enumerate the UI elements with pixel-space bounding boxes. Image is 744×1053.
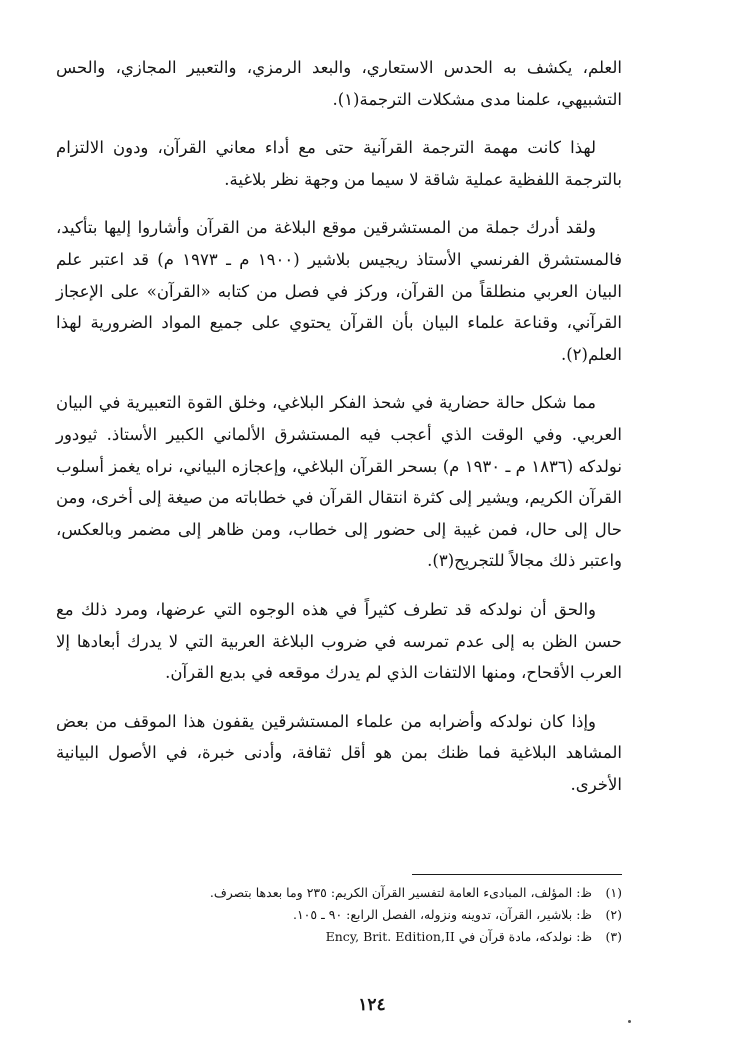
footnote-number: (٢) xyxy=(605,907,622,922)
footnote-number: (٣) xyxy=(605,929,622,944)
page-number: ١٢٤ xyxy=(358,995,386,1015)
footnote-text: ظ: نولدكه، مادة قرآن في Ency, Brit. Edition,II xyxy=(325,929,592,944)
footnote-1 xyxy=(102,882,622,904)
body-text xyxy=(56,52,622,817)
paragraph-4: مما شكل حالة حضارية في شحذ الفكر البلاغي، وخلق القوة التعبيرية في البيان العربي. وفي الوقت الذي أعجب فيه المستشرق الألماني الكبير الأستاذ. ثيودور نولدكه (١٨٣٦ م ـ ١٩٣٠ م) بسحر القرآن البلاغي، وإعجازه البياني، نراه يغمز أسلوب القرآن الكريم، ويشير إلى كثرة انتقال القرآن في خطاباته من صيغة إلى أخرى، ومن حال إلى حال، فمن غيبة إلى حضور إلى خطاب، ومن ظاهر إلى مضمر وبالعكس، واعتبر ذلك مجالاً للتجريح(٣). xyxy=(56,393,622,571)
footnote-text: ظ: بلاشير، القرآن، تدوينه ونزوله، الفصل الرابع: ٩٠ ـ ١٠٥. xyxy=(292,907,592,922)
paragraph-6: وإذا كان نولدكه وأضرابه من علماء المستشرقين يقفون هذا الموقف من بعض المشاهد البلاغية فما ظنك بمن هو أقل ثقافة، وأدنى خبرة، في الأصول البيانية الأخرى. xyxy=(56,711,622,794)
footnote-number: (١) xyxy=(605,885,622,900)
footnote-divider xyxy=(412,874,622,875)
scan-speck xyxy=(628,1020,631,1023)
footnote-text: ظ: المؤلف، المبادىء العامة لتفسير القرآن الكريم: ٢٣٥ وما بعدها بتصرف. xyxy=(209,885,592,900)
paragraph-1: العلم، يكشف به الحدس الاستعاري، والبعد الرمزي، والتعبير المجازي، والحس التشبيهي، علمنا مدى مشكلات الترجمة(١). xyxy=(56,58,622,109)
paragraph-2: لهذا كانت مهمة الترجمة القرآنية حتى مع أداء معاني القرآن، ودون الالتزام بالترجمة اللفظية عملية شاقة لا سيما من وجهة نظر بلاغية. xyxy=(56,138,622,189)
footnote-3 xyxy=(102,926,622,948)
footnote-2 xyxy=(102,904,622,926)
footnotes xyxy=(102,882,622,948)
paragraph-5: والحق أن نولدكه قد تطرف كثيراً في هذه الوجوه التي عرضها، ومرد ذلك مع حسن الظن به إلى عدم تمرسه في ضروب البلاغة العربية التي لا يدرك أبعادها إلا العرب الأقحاح، ومنها الالتفات الذي لم يدرك موقعه في بديع القرآن. xyxy=(56,599,622,683)
paragraph-3: ولقد أدرك جملة من المستشرقين موقع البلاغة من القرآن وأشاروا إليها بتأكيد، فالمستشرق الفرنسي الأستاذ ريجيس بلاشير (١٩٠٠ م ـ ١٩٧٣ م) قد اعتبر علم البيان العربي منطلقاً من القرآن، وركز في فصل من كتابه «القرآن» على الإعجاز القرآني، وقناعة علماء البيان بأن القرآن يحتوي على جميع المواد الضرورية لهذا العلم(٢). xyxy=(56,218,622,364)
